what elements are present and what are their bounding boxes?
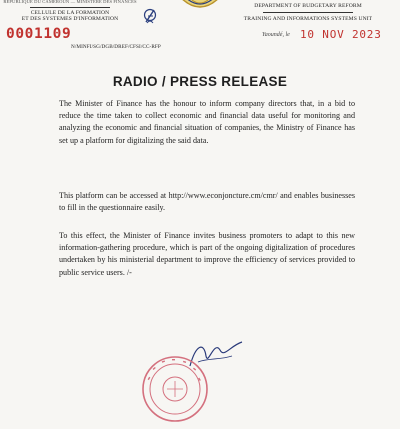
reference-number: 0001109 <box>6 26 72 42</box>
official-seal-icon <box>140 354 210 424</box>
letterhead-left <box>0 0 140 23</box>
reference-code: N/MINFI/SG/DGB/DREF/CFSI/CC-RFP <box>71 44 161 50</box>
paragraph-2: This platform can be accessed at http://www.econjoncture.cm/cmr/ and enables businesses to fill in the questionnaire easily. <box>59 191 355 213</box>
letterhead-left-line-1: RÉPUBLIQUE DU CAMEROUN — MINISTÈRE DES FINANCES <box>3 0 137 4</box>
coat-of-arms-icon <box>170 0 230 14</box>
page-title: RADIO / PRESS RELEASE <box>112 74 288 89</box>
place-label: Yaoundé, le <box>262 32 290 38</box>
letterhead-left-divider <box>30 7 110 8</box>
stamp-date: 10 NOV 2023 <box>300 28 382 41</box>
letterhead-right <box>238 0 378 22</box>
letterhead-right-divider <box>263 12 353 13</box>
paragraph-3: To this effect, the Minister of Finance invites business promoters to adapt to this new information-gathering procedure, which is part of the ongoing digitalization of procedures undertaken by his ministerial department to improve the efficiency of services provided to public service users. /- <box>59 231 355 277</box>
paragraph-1: The Minister of Finance has the honour to inform company directors that, in a bid to reduce the time taken to collect economic and financial data useful for monitoring and analyzing the economic and financial situation of companies, the Ministry of Finance has set up a platform for digitalizing the said data. <box>59 99 355 145</box>
letterhead-right-line-2: TRAINING AND INFORMATIONS SYSTEMS UNIT <box>243 15 373 22</box>
letterhead-right-line-1: DEPARTMENT OF BUDGETARY REFORM <box>254 3 362 9</box>
letterhead-left-line-3: ET DES SYSTEMES D'INFORMATION <box>21 16 119 23</box>
letterhead-left-line-2: CELLULE DE LA FORMATION <box>30 9 110 16</box>
cfsi-logo-icon <box>143 7 157 25</box>
